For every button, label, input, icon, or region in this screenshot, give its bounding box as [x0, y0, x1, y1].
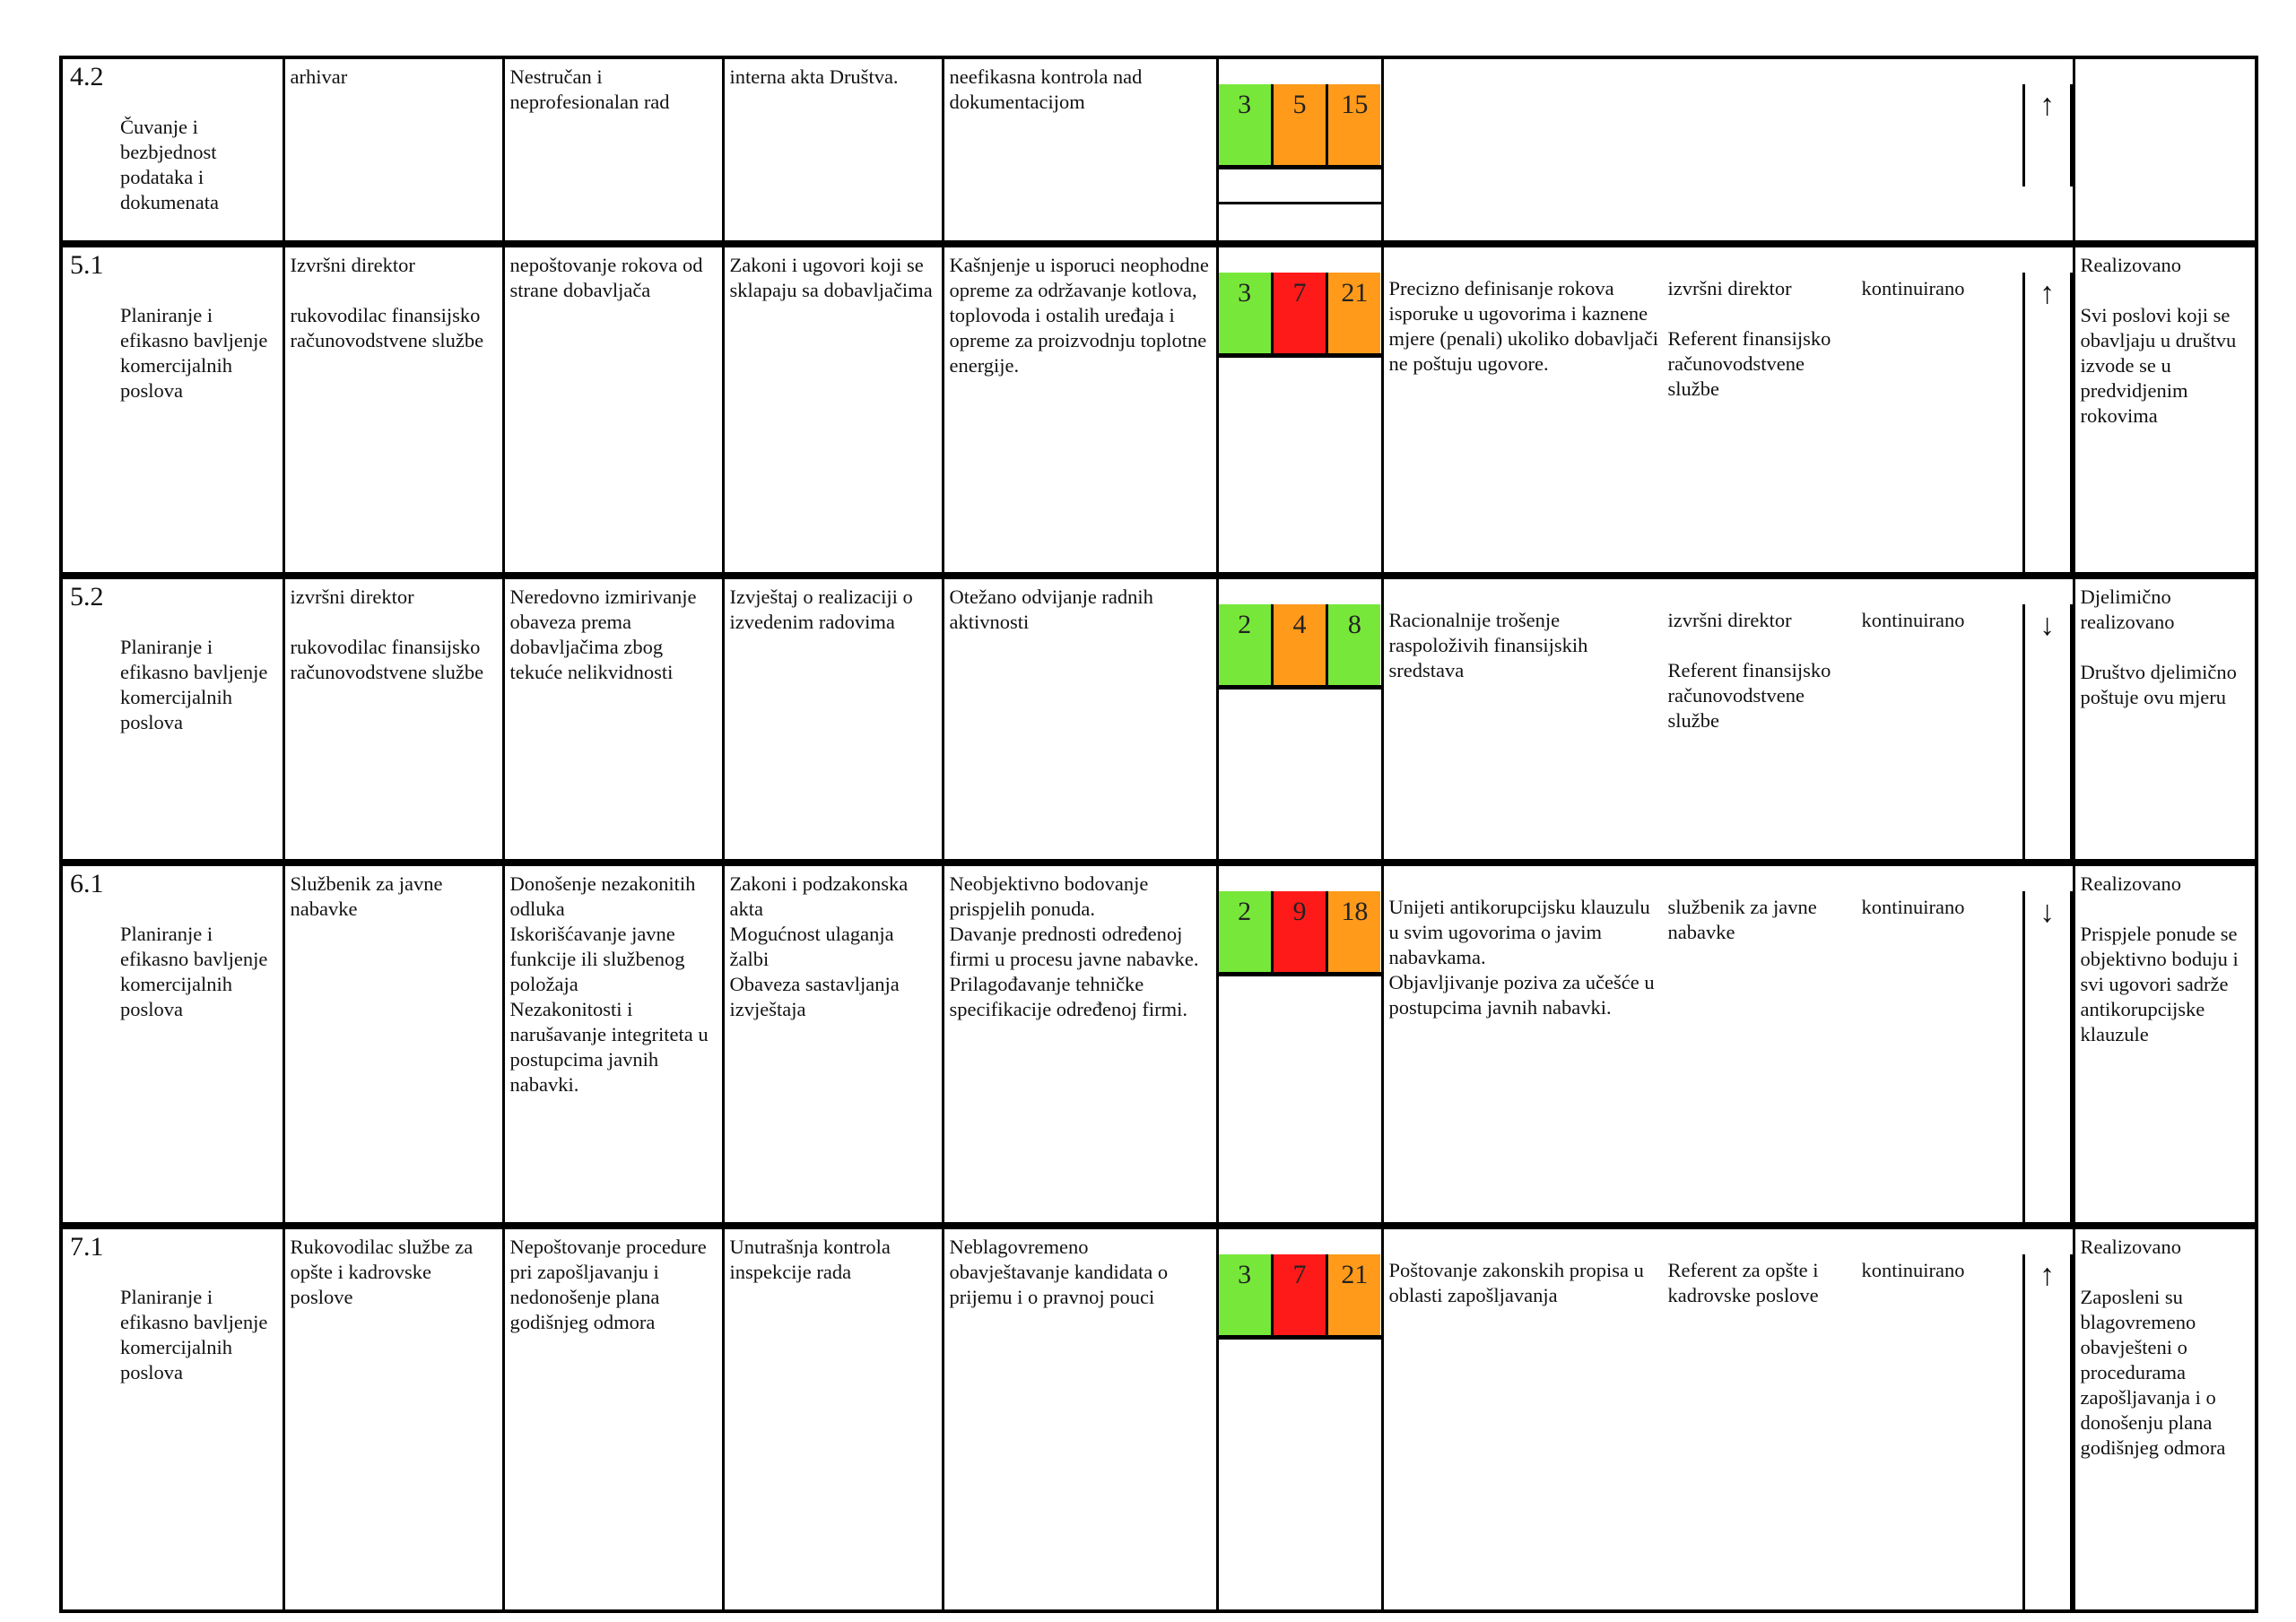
risk-register-table — [59, 56, 2258, 1613]
risk-scores — [1219, 273, 1381, 358]
responsible-cell: izvršni direktor rukovodilac finansijsko računovodstvene službe — [283, 576, 503, 863]
process-cell — [61, 244, 283, 576]
trend-arrow-icon: ↑ — [2022, 1254, 2073, 1611]
consequence-cell: Neobjektivno bodovanje prispjelih ponuda. Davanje prednosti određenoj firmi u procesu javne nabavke. Prilagođavanje tehničke specifikacije određenoj firmi. — [943, 863, 1217, 1226]
total-score: 18 — [1326, 891, 1380, 972]
status-cell: Djelimično realizovano Društvo djelimično poštuje ovu mjeru — [2074, 576, 2257, 863]
impact-score: 7 — [1271, 1254, 1328, 1335]
measure-responsible: izvršni direktor Referent finansijsko računovodstvene službe — [1667, 609, 1831, 732]
probability-score: 3 — [1219, 1254, 1274, 1335]
process-cell — [61, 1226, 283, 1611]
process-name: Planiranje i efikasno bavljenje komercijalnih poslova — [120, 923, 268, 1020]
table-row — [61, 863, 2257, 1226]
process-cell — [61, 863, 283, 1226]
trend-arrow-icon: ↑ — [2022, 273, 2073, 576]
process-cell — [61, 576, 283, 863]
risk-scores — [1219, 604, 1381, 690]
impact-score: 4 — [1271, 604, 1328, 685]
measure-block — [1384, 608, 2073, 733]
measure-deadline: kontinuirano — [1861, 277, 1965, 299]
measure-text: Unijeti antikorupcijsku klauzulu u svim ugovorima o javim nabavkama. Objavljivanje poziva za učešće u postupcima javnih nabavki. — [1388, 896, 1655, 1019]
total-score: 21 — [1326, 1254, 1380, 1335]
measure-text: Racionalnije trošenje raspoloživih finansijskih sredstava — [1388, 609, 1588, 681]
measure-responsible: službenik za javne nabavke — [1667, 896, 1817, 943]
risk-cell: Neredovno izmirivanje obaveza prema dobavljačima zbog tekuće nelikvidnosti — [503, 576, 723, 863]
status-cell: Realizovano Prispjele ponude se objektivno boduju i svi ugovori sadrže antikorupcijske klauzule — [2074, 863, 2257, 1226]
measure-text: Poštovanje zakonskih propisa u oblasti zapošljavanja — [1388, 1259, 1644, 1306]
table-row — [61, 244, 2257, 576]
legal-basis-cell: Zakoni i ugovori koji se sklapaju sa dobavljačima — [723, 244, 943, 576]
status-cell — [2074, 57, 2257, 244]
process-name: Planiranje i efikasno bavljenje komercijalnih poslova — [120, 636, 268, 733]
table-row — [61, 1226, 2257, 1611]
trend-arrow-icon: ↓ — [2022, 604, 2073, 863]
status-cell: Realizovano Svi poslovi koji se obavljaju u društvu izvode se u predvidjenim rokovima — [2074, 244, 2257, 576]
table-body — [61, 57, 2257, 1611]
impact-score: 7 — [1271, 273, 1328, 353]
impact-score: 5 — [1271, 84, 1328, 165]
measure-block — [1384, 1258, 2073, 1308]
measure-cell — [1382, 576, 2074, 863]
consequence-cell: Neblagovremeno obavještavanje kandidata o prijemu i o pravnoj pouci — [943, 1226, 1217, 1611]
risk-score-cell — [1217, 576, 1382, 863]
responsible-cell: arhivar — [283, 57, 503, 244]
trend-arrow-icon: ↓ — [2022, 891, 2073, 1226]
measure-deadline: kontinuirano — [1861, 896, 1965, 918]
process-name: Čuvanje i bezbjednost podataka i dokumenata — [120, 116, 219, 213]
trend-arrow-icon: ↑ — [2022, 84, 2073, 186]
measure-block — [1384, 895, 2073, 1020]
risk-cell: nepoštovanje rokova od strane dobavljača — [503, 244, 723, 576]
row-id: 6.1 — [70, 869, 104, 898]
consequence-cell: neefikasna kontrola nad dokumentacijom — [943, 57, 1217, 244]
risk-cell: Donošenje nezakonitih odluka Iskorišćavanje javne funkcije ili službenog položaja Nezakonitosti i narušavanje integriteta u postupcima javnih nabavki. — [503, 863, 723, 1226]
legal-basis-cell: Unutrašnja kontrola inspekcije rada — [723, 1226, 943, 1611]
measure-cell — [1382, 244, 2074, 576]
probability-score: 3 — [1219, 273, 1274, 353]
measure-text: Precizno definisanje rokova isporuke u ugovorima i kaznene mjere (penali) ukoliko dobavljači ne poštuju ugovore. — [1388, 277, 1659, 375]
responsible-cell: Službenik za javne nabavke — [283, 863, 503, 1226]
status-cell: Realizovano Zaposleni su blagovremeno obavješteni o procedurama zapošljavanja i o donošenju plana godišnjeg odmora — [2074, 1226, 2257, 1611]
responsible-cell: Izvršni direktor rukovodilac finansijsko računovodstvene službe — [283, 244, 503, 576]
probability-score: 2 — [1219, 891, 1274, 972]
consequence-cell: Kašnjenje u isporuci neophodne opreme za održavanje kotlova, toplovoda i ostalih uređaja i opreme za proizvodnju toplotne energije. — [943, 244, 1217, 576]
score-subrow — [1219, 195, 1381, 204]
measure-cell — [1382, 57, 2074, 244]
table-row — [61, 576, 2257, 863]
risk-scores — [1219, 891, 1381, 976]
legal-basis-cell: Zakoni i podzakonska akta Mogućnost ulaganja žalbi Obaveza sastavljanja izvještaja — [723, 863, 943, 1226]
risk-score-cell — [1217, 57, 1382, 244]
process-name: Planiranje i efikasno bavljenje komercijalnih poslova — [120, 1286, 268, 1383]
risk-scores — [1219, 84, 1381, 169]
measure-cell — [1382, 863, 2074, 1226]
measure-responsible: Referent za opšte i kadrovske poslove — [1667, 1259, 1819, 1306]
responsible-cell: Rukovodilac službe za opšte i kadrovske poslove — [283, 1226, 503, 1611]
table-row — [61, 57, 2257, 244]
risk-score-cell — [1217, 244, 1382, 576]
row-id: 4.2 — [70, 62, 104, 91]
risk-scores — [1219, 1254, 1381, 1340]
risk-cell: Nepoštovanje procedure pri zapošljavanju i nedonošenje plana godišnjeg odmora — [503, 1226, 723, 1611]
probability-score: 3 — [1219, 84, 1274, 165]
risk-cell: Nestručan i neprofesionalan rad — [503, 57, 723, 244]
total-score: 15 — [1326, 84, 1380, 165]
measure-responsible: izvršni direktor Referent finansijsko računovodstvene službe — [1667, 277, 1831, 400]
legal-basis-cell: interna akta Društva. — [723, 57, 943, 244]
total-score: 8 — [1326, 604, 1380, 685]
legal-basis-cell: Izvještaj o realizaciji o izvedenim radovima — [723, 576, 943, 863]
row-id: 7.1 — [70, 1232, 104, 1262]
measure-deadline: kontinuirano — [1861, 609, 1965, 631]
process-cell — [61, 57, 283, 244]
process-name: Planiranje i efikasno bavljenje komercijalnih poslova — [120, 304, 268, 402]
probability-score: 2 — [1219, 604, 1274, 685]
row-id: 5.2 — [70, 582, 104, 612]
consequence-cell: Otežano odvijanje radnih aktivnosti — [943, 576, 1217, 863]
risk-score-cell — [1217, 863, 1382, 1226]
measure-deadline: kontinuirano — [1861, 1259, 1965, 1281]
measure-block — [1384, 276, 2073, 402]
measure-cell — [1382, 1226, 2074, 1611]
total-score: 21 — [1326, 273, 1380, 353]
row-id: 5.1 — [70, 250, 104, 280]
impact-score: 9 — [1271, 891, 1328, 972]
risk-score-cell — [1217, 1226, 1382, 1611]
